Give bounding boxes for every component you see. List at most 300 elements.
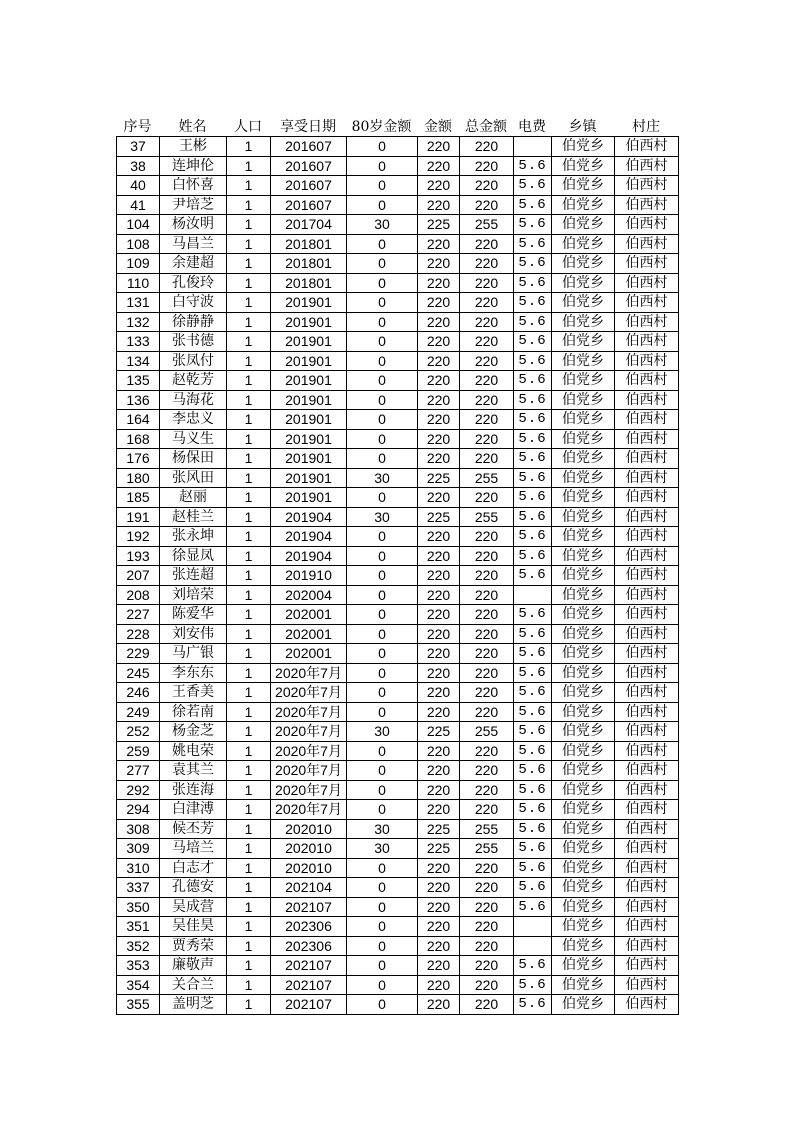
- table-row: [117, 624, 679, 644]
- cell-electricity: 5.6: [514, 722, 552, 742]
- cell-date: 201607: [271, 137, 347, 157]
- cell-amount: 225: [418, 819, 460, 839]
- cell-seq: 246: [117, 683, 160, 703]
- cell-date: 201607: [271, 195, 347, 215]
- table-row: [117, 936, 679, 956]
- cell-amount: 220: [418, 273, 460, 293]
- cell-total: 220: [460, 585, 514, 605]
- cell-amount80: 0: [347, 566, 418, 586]
- cell-seq: 108: [117, 234, 160, 254]
- cell-village: 伯西村: [615, 956, 679, 976]
- cell-township: 伯党乡: [552, 371, 615, 391]
- table-row: [117, 234, 679, 254]
- cell-seq: 351: [117, 917, 160, 937]
- cell-seq: 353: [117, 956, 160, 976]
- cell-village: 伯西村: [615, 429, 679, 449]
- cell-date: 201901: [271, 468, 347, 488]
- cell-people: 1: [227, 468, 271, 488]
- cell-date: 201901: [271, 488, 347, 508]
- cell-amount: 225: [418, 839, 460, 859]
- cell-total: 220: [460, 975, 514, 995]
- cell-amount80: 0: [347, 702, 418, 722]
- table-row: [117, 956, 679, 976]
- cell-amount: 225: [418, 722, 460, 742]
- cell-village: 伯西村: [615, 566, 679, 586]
- cell-township: 伯党乡: [552, 917, 615, 937]
- cell-village: 伯西村: [615, 293, 679, 313]
- table-row: [117, 137, 679, 157]
- cell-electricity: 5.6: [514, 956, 552, 976]
- cell-amount80: 30: [347, 839, 418, 859]
- cell-seq: 164: [117, 410, 160, 430]
- table-row: [117, 507, 679, 527]
- cell-village: 伯西村: [615, 819, 679, 839]
- header-name: 姓名: [178, 119, 207, 135]
- cell-total: 255: [460, 468, 514, 488]
- cell-village: 伯西村: [615, 585, 679, 605]
- cell-amount80: 30: [347, 215, 418, 235]
- cell-total: 220: [460, 254, 514, 274]
- cell-amount80: 0: [347, 663, 418, 683]
- cell-township: 伯党乡: [552, 137, 615, 157]
- cell-township: 伯党乡: [552, 644, 615, 664]
- cell-total: 220: [460, 449, 514, 469]
- cell-people: 1: [227, 722, 271, 742]
- header-amount: 金额: [424, 119, 452, 135]
- cell-electricity: 5.6: [514, 702, 552, 722]
- cell-date: 201704: [271, 215, 347, 235]
- cell-people: 1: [227, 546, 271, 566]
- cell-amount: 220: [418, 176, 460, 196]
- cell-date: 202104: [271, 878, 347, 898]
- cell-people: 1: [227, 917, 271, 937]
- cell-amount: 220: [418, 644, 460, 664]
- cell-electricity: 5.6: [514, 546, 552, 566]
- cell-people: 1: [227, 234, 271, 254]
- cell-total: 220: [460, 566, 514, 586]
- cell-amount80: 0: [347, 332, 418, 352]
- cell-electricity: 5.6: [514, 312, 552, 332]
- cell-seq: 249: [117, 702, 160, 722]
- cell-people: 1: [227, 215, 271, 235]
- table-row: [117, 449, 679, 469]
- cell-township: 伯党乡: [552, 936, 615, 956]
- cell-amount80: 30: [347, 722, 418, 742]
- cell-amount80: 0: [347, 195, 418, 215]
- cell-amount80: 0: [347, 858, 418, 878]
- cell-electricity: 5.6: [514, 995, 552, 1015]
- cell-name: 马昌兰: [160, 234, 227, 254]
- cell-seq: 292: [117, 780, 160, 800]
- cell-amount: 220: [418, 137, 460, 157]
- cell-name: 孔德安: [160, 878, 227, 898]
- table-row: [117, 546, 679, 566]
- cell-seq: 136: [117, 390, 160, 410]
- table-row: [117, 312, 679, 332]
- cell-name: 刘培荣: [160, 585, 227, 605]
- cell-village: 伯西村: [615, 917, 679, 937]
- cell-people: 1: [227, 449, 271, 469]
- cell-seq: 207: [117, 566, 160, 586]
- cell-date: 201901: [271, 312, 347, 332]
- cell-amount80: 0: [347, 897, 418, 917]
- cell-township: 伯党乡: [552, 390, 615, 410]
- cell-date: 202001: [271, 644, 347, 664]
- cell-township: 伯党乡: [552, 254, 615, 274]
- cell-amount: 220: [418, 546, 460, 566]
- cell-township: 伯党乡: [552, 995, 615, 1015]
- cell-total: 220: [460, 546, 514, 566]
- cell-village: 伯西村: [615, 156, 679, 176]
- cell-name: 马义生: [160, 429, 227, 449]
- cell-name: 白志才: [160, 858, 227, 878]
- cell-people: 1: [227, 878, 271, 898]
- cell-seq: 208: [117, 585, 160, 605]
- table-body: [117, 137, 679, 1015]
- cell-seq: 309: [117, 839, 160, 859]
- table-row: [117, 390, 679, 410]
- cell-electricity: 5.6: [514, 800, 552, 820]
- cell-date: 201801: [271, 234, 347, 254]
- cell-electricity: 5.6: [514, 527, 552, 547]
- cell-electricity: 5.6: [514, 663, 552, 683]
- cell-name: 杨保田: [160, 449, 227, 469]
- cell-people: 1: [227, 195, 271, 215]
- cell-amount: 220: [418, 488, 460, 508]
- cell-amount80: 0: [347, 995, 418, 1015]
- cell-seq: 191: [117, 507, 160, 527]
- cell-amount80: 30: [347, 819, 418, 839]
- cell-township: 伯党乡: [552, 410, 615, 430]
- cell-name: 张连超: [160, 566, 227, 586]
- cell-name: 连坤伦: [160, 156, 227, 176]
- cell-township: 伯党乡: [552, 741, 615, 761]
- cell-village: 伯西村: [615, 702, 679, 722]
- cell-electricity: 5.6: [514, 468, 552, 488]
- cell-amount: 220: [418, 429, 460, 449]
- cell-total: 220: [460, 780, 514, 800]
- cell-electricity: 5.6: [514, 644, 552, 664]
- cell-village: 伯西村: [615, 137, 679, 157]
- cell-amount80: 0: [347, 624, 418, 644]
- cell-name: 赵丽: [160, 488, 227, 508]
- cell-name: 袁其兰: [160, 761, 227, 781]
- cell-people: 1: [227, 780, 271, 800]
- cell-seq: 228: [117, 624, 160, 644]
- cell-village: 伯西村: [615, 488, 679, 508]
- cell-seq: 308: [117, 819, 160, 839]
- table-row: [117, 819, 679, 839]
- cell-seq: 352: [117, 936, 160, 956]
- cell-amount80: 30: [347, 507, 418, 527]
- cell-amount: 220: [418, 956, 460, 976]
- cell-total: 220: [460, 195, 514, 215]
- cell-seq: 259: [117, 741, 160, 761]
- cell-amount: 220: [418, 390, 460, 410]
- cell-name: 徐显凤: [160, 546, 227, 566]
- cell-people: 1: [227, 566, 271, 586]
- cell-township: 伯党乡: [552, 780, 615, 800]
- cell-amount80: 0: [347, 956, 418, 976]
- cell-village: 伯西村: [615, 605, 679, 625]
- cell-total: 220: [460, 663, 514, 683]
- cell-name: 赵桂兰: [160, 507, 227, 527]
- cell-people: 1: [227, 410, 271, 430]
- cell-village: 伯西村: [615, 936, 679, 956]
- cell-people: 1: [227, 137, 271, 157]
- cell-seq: 109: [117, 254, 160, 274]
- header-village: 村庄: [632, 119, 660, 135]
- cell-electricity: 5.6: [514, 780, 552, 800]
- cell-date: 202001: [271, 624, 347, 644]
- table-row: [117, 897, 679, 917]
- cell-village: 伯西村: [615, 975, 679, 995]
- cell-total: 255: [460, 215, 514, 235]
- cell-amount: 220: [418, 663, 460, 683]
- cell-name: 白津溥: [160, 800, 227, 820]
- cell-people: 1: [227, 176, 271, 196]
- cell-date: 2020年7月: [271, 663, 347, 683]
- cell-name: 吴成营: [160, 897, 227, 917]
- cell-amount: 220: [418, 624, 460, 644]
- cell-date: 2020年7月: [271, 702, 347, 722]
- cell-village: 伯西村: [615, 449, 679, 469]
- cell-village: 伯西村: [615, 722, 679, 742]
- cell-date: 201910: [271, 566, 347, 586]
- cell-amount: 220: [418, 332, 460, 352]
- cell-date: 2020年7月: [271, 722, 347, 742]
- cell-total: 255: [460, 819, 514, 839]
- cell-township: 伯党乡: [552, 156, 615, 176]
- cell-date: 201901: [271, 449, 347, 469]
- cell-electricity: 5.6: [514, 858, 552, 878]
- cell-total: 220: [460, 683, 514, 703]
- cell-amount: 220: [418, 527, 460, 547]
- cell-township: 伯党乡: [552, 819, 615, 839]
- cell-electricity: 5.6: [514, 273, 552, 293]
- cell-total: 220: [460, 293, 514, 313]
- cell-amount: 220: [418, 780, 460, 800]
- cell-seq: 227: [117, 605, 160, 625]
- table-row: [117, 273, 679, 293]
- roster-table: [116, 136, 679, 1015]
- cell-name: 刘安伟: [160, 624, 227, 644]
- cell-village: 伯西村: [615, 390, 679, 410]
- cell-people: 1: [227, 819, 271, 839]
- cell-date: 2020年7月: [271, 780, 347, 800]
- cell-village: 伯西村: [615, 527, 679, 547]
- cell-electricity: 5.6: [514, 975, 552, 995]
- cell-amount: 220: [418, 254, 460, 274]
- cell-name: 盖明芝: [160, 995, 227, 1015]
- cell-date: 2020年7月: [271, 683, 347, 703]
- cell-date: 202010: [271, 839, 347, 859]
- cell-electricity: 5.6: [514, 839, 552, 859]
- cell-township: 伯党乡: [552, 468, 615, 488]
- cell-amount80: 0: [347, 917, 418, 937]
- cell-date: 2020年7月: [271, 741, 347, 761]
- cell-name: 尹培芝: [160, 195, 227, 215]
- cell-date: 201904: [271, 546, 347, 566]
- cell-date: 201904: [271, 527, 347, 547]
- cell-name: 杨金芝: [160, 722, 227, 742]
- cell-township: 伯党乡: [552, 975, 615, 995]
- cell-people: 1: [227, 273, 271, 293]
- cell-amount: 220: [418, 741, 460, 761]
- cell-people: 1: [227, 429, 271, 449]
- table-row: [117, 839, 679, 859]
- cell-village: 伯西村: [615, 410, 679, 430]
- cell-electricity: 5.6: [514, 878, 552, 898]
- cell-name: 张凤付: [160, 351, 227, 371]
- cell-township: 伯党乡: [552, 624, 615, 644]
- cell-electricity: [514, 917, 552, 937]
- cell-electricity: 5.6: [514, 897, 552, 917]
- cell-electricity: 5.6: [514, 624, 552, 644]
- table-row: [117, 176, 679, 196]
- cell-amount: 220: [418, 195, 460, 215]
- cell-people: 1: [227, 995, 271, 1015]
- table-row: [117, 995, 679, 1015]
- table-row: [117, 585, 679, 605]
- cell-village: 伯西村: [615, 761, 679, 781]
- cell-amount80: 0: [347, 527, 418, 547]
- cell-township: 伯党乡: [552, 429, 615, 449]
- cell-seq: 192: [117, 527, 160, 547]
- header-date: 享受日期: [280, 119, 336, 135]
- cell-amount80: 0: [347, 410, 418, 430]
- cell-date: 2020年7月: [271, 800, 347, 820]
- cell-name: 马广银: [160, 644, 227, 664]
- cell-people: 1: [227, 527, 271, 547]
- table-row: [117, 800, 679, 820]
- table-row: [117, 741, 679, 761]
- cell-village: 伯西村: [615, 468, 679, 488]
- cell-township: 伯党乡: [552, 312, 615, 332]
- cell-village: 伯西村: [615, 332, 679, 352]
- cell-village: 伯西村: [615, 176, 679, 196]
- cell-date: 202001: [271, 605, 347, 625]
- table-row: [117, 527, 679, 547]
- cell-township: 伯党乡: [552, 332, 615, 352]
- cell-amount: 225: [418, 507, 460, 527]
- cell-name: 贾秀荣: [160, 936, 227, 956]
- cell-amount80: 0: [347, 254, 418, 274]
- cell-name: 徐静静: [160, 312, 227, 332]
- table-row: [117, 332, 679, 352]
- cell-township: 伯党乡: [552, 878, 615, 898]
- cell-total: 220: [460, 956, 514, 976]
- cell-amount: 220: [418, 566, 460, 586]
- table-row: [117, 780, 679, 800]
- cell-total: 220: [460, 800, 514, 820]
- cell-people: 1: [227, 371, 271, 391]
- cell-name: 余建超: [160, 254, 227, 274]
- cell-electricity: 5.6: [514, 741, 552, 761]
- cell-total: 220: [460, 351, 514, 371]
- cell-people: 1: [227, 332, 271, 352]
- cell-people: 1: [227, 800, 271, 820]
- table-row: [117, 371, 679, 391]
- cell-date: 202107: [271, 897, 347, 917]
- cell-amount80: 0: [347, 273, 418, 293]
- cell-township: 伯党乡: [552, 956, 615, 976]
- cell-amount: 220: [418, 156, 460, 176]
- cell-people: 1: [227, 956, 271, 976]
- cell-total: 220: [460, 429, 514, 449]
- cell-seq: 38: [117, 156, 160, 176]
- cell-electricity: 5.6: [514, 332, 552, 352]
- cell-people: 1: [227, 702, 271, 722]
- cell-name: 廉敬声: [160, 956, 227, 976]
- cell-amount: 220: [418, 312, 460, 332]
- table-row: [117, 293, 679, 313]
- cell-village: 伯西村: [615, 644, 679, 664]
- cell-amount80: 0: [347, 137, 418, 157]
- header-total: 总金额: [465, 119, 507, 135]
- cell-people: 1: [227, 624, 271, 644]
- cell-total: 255: [460, 507, 514, 527]
- cell-township: 伯党乡: [552, 858, 615, 878]
- cell-seq: 354: [117, 975, 160, 995]
- cell-township: 伯党乡: [552, 488, 615, 508]
- cell-total: 220: [460, 332, 514, 352]
- cell-amount: 220: [418, 897, 460, 917]
- table-row: [117, 488, 679, 508]
- cell-amount: 220: [418, 410, 460, 430]
- cell-amount: 225: [418, 468, 460, 488]
- cell-people: 1: [227, 156, 271, 176]
- table-row: [117, 195, 679, 215]
- cell-electricity: 5.6: [514, 156, 552, 176]
- table-row: [117, 605, 679, 625]
- cell-seq: 41: [117, 195, 160, 215]
- cell-name: 孔俊玲: [160, 273, 227, 293]
- cell-amount80: 0: [347, 644, 418, 664]
- cell-amount: 220: [418, 975, 460, 995]
- cell-seq: 131: [117, 293, 160, 313]
- cell-people: 1: [227, 663, 271, 683]
- cell-township: 伯党乡: [552, 546, 615, 566]
- cell-total: 220: [460, 137, 514, 157]
- cell-people: 1: [227, 761, 271, 781]
- cell-name: 白怀喜: [160, 176, 227, 196]
- cell-name: 张永坤: [160, 527, 227, 547]
- table-row: [117, 975, 679, 995]
- header-people: 人口: [234, 119, 262, 135]
- cell-amount: 220: [418, 683, 460, 703]
- cell-name: 白守波: [160, 293, 227, 313]
- cell-people: 1: [227, 390, 271, 410]
- cell-township: 伯党乡: [552, 449, 615, 469]
- cell-amount80: 0: [347, 351, 418, 371]
- cell-village: 伯西村: [615, 507, 679, 527]
- cell-amount80: 0: [347, 975, 418, 995]
- cell-date: 202010: [271, 858, 347, 878]
- cell-name: 张风田: [160, 468, 227, 488]
- cell-township: 伯党乡: [552, 176, 615, 196]
- cell-electricity: 5.6: [514, 410, 552, 430]
- cell-seq: 40: [117, 176, 160, 196]
- cell-seq: 132: [117, 312, 160, 332]
- cell-people: 1: [227, 975, 271, 995]
- cell-village: 伯西村: [615, 215, 679, 235]
- cell-name: 马海花: [160, 390, 227, 410]
- cell-total: 220: [460, 234, 514, 254]
- cell-amount: 220: [418, 936, 460, 956]
- cell-people: 1: [227, 605, 271, 625]
- cell-seq: 104: [117, 215, 160, 235]
